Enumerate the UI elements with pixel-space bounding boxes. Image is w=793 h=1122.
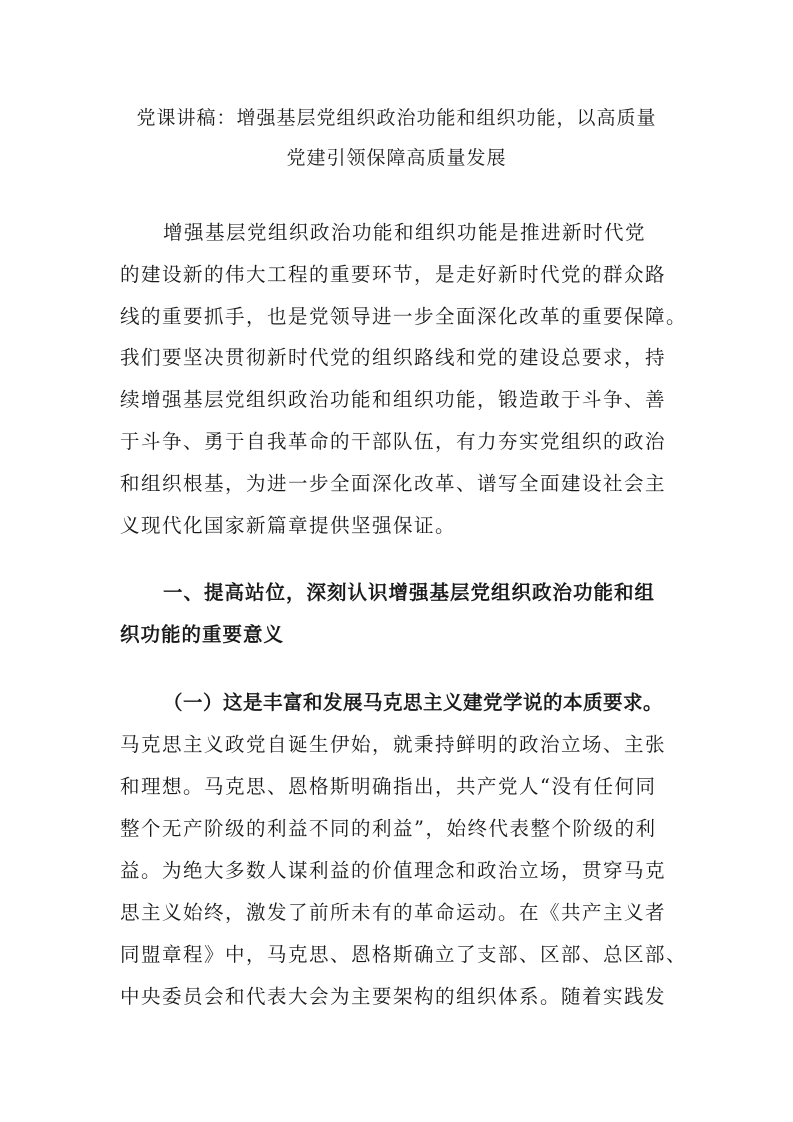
intro-line: 续增强基层党组织政治功能和组织功能，锻造敢于斗争、善 <box>120 388 667 411</box>
document-title-line-1: 党课讲稿：增强基层党组织政治功能和组织功能，以高质量 <box>136 107 657 129</box>
body-line: 整个无产阶级的利益不同的利益”，始终代表整个阶级的利 <box>120 817 657 840</box>
section-heading-line-1: 一、提高站位，深刻认识增强基层党组织政治功能和组 <box>163 581 656 604</box>
intro-line: 义现代化国家新篇章提供坚强保证。 <box>120 514 457 537</box>
intro-line: 增强基层党组织政治功能和组织功能是推进新时代党 <box>163 221 647 244</box>
intro-line: 我们要坚决贯彻新时代党的组织路线和党的建设总要求，持 <box>120 346 667 369</box>
body-line: 马克思主义政党自诞生伊始，就秉持鲜明的政治立场、主张 <box>120 733 667 756</box>
body-line: 中央委员会和代表大会为主要架构的组织体系。随着实践发 <box>120 985 667 1008</box>
intro-line: 和组织根基，为进一步全面深化改革、谱写全面建设社会主 <box>120 472 667 495</box>
body-line: 益。为绝大多数人谋利益的价值理念和政治立场，贯穿马克 <box>120 859 667 882</box>
intro-line: 于斗争、勇于自我革命的干部队伍，有力夯实党组织的政治 <box>120 430 667 453</box>
body-line: 和理想。马克思、恩格斯明确指出，共产党人“没有任何同 <box>120 775 657 798</box>
section-heading-line-2: 织功能的重要意义 <box>120 623 285 646</box>
body-line: 同盟章程》中，马克思、恩格斯确立了支部、区部、总区部、 <box>120 943 688 966</box>
body-line: 思主义始终，激发了前所未有的革命运动。在《共产主义者 <box>120 901 667 924</box>
subsection-heading: （一）这是丰富和发展马克思主义建党学说的本质要求。 <box>163 691 664 714</box>
intro-line: 线的重要抓手，也是党领导进一步全面深化改革的重要保障。 <box>120 305 688 328</box>
intro-line: 的建设新的伟大工程的重要环节，是走好新时代党的群众路 <box>120 263 667 286</box>
document-title-line-2: 党建引领保障高质量发展 <box>286 147 507 169</box>
